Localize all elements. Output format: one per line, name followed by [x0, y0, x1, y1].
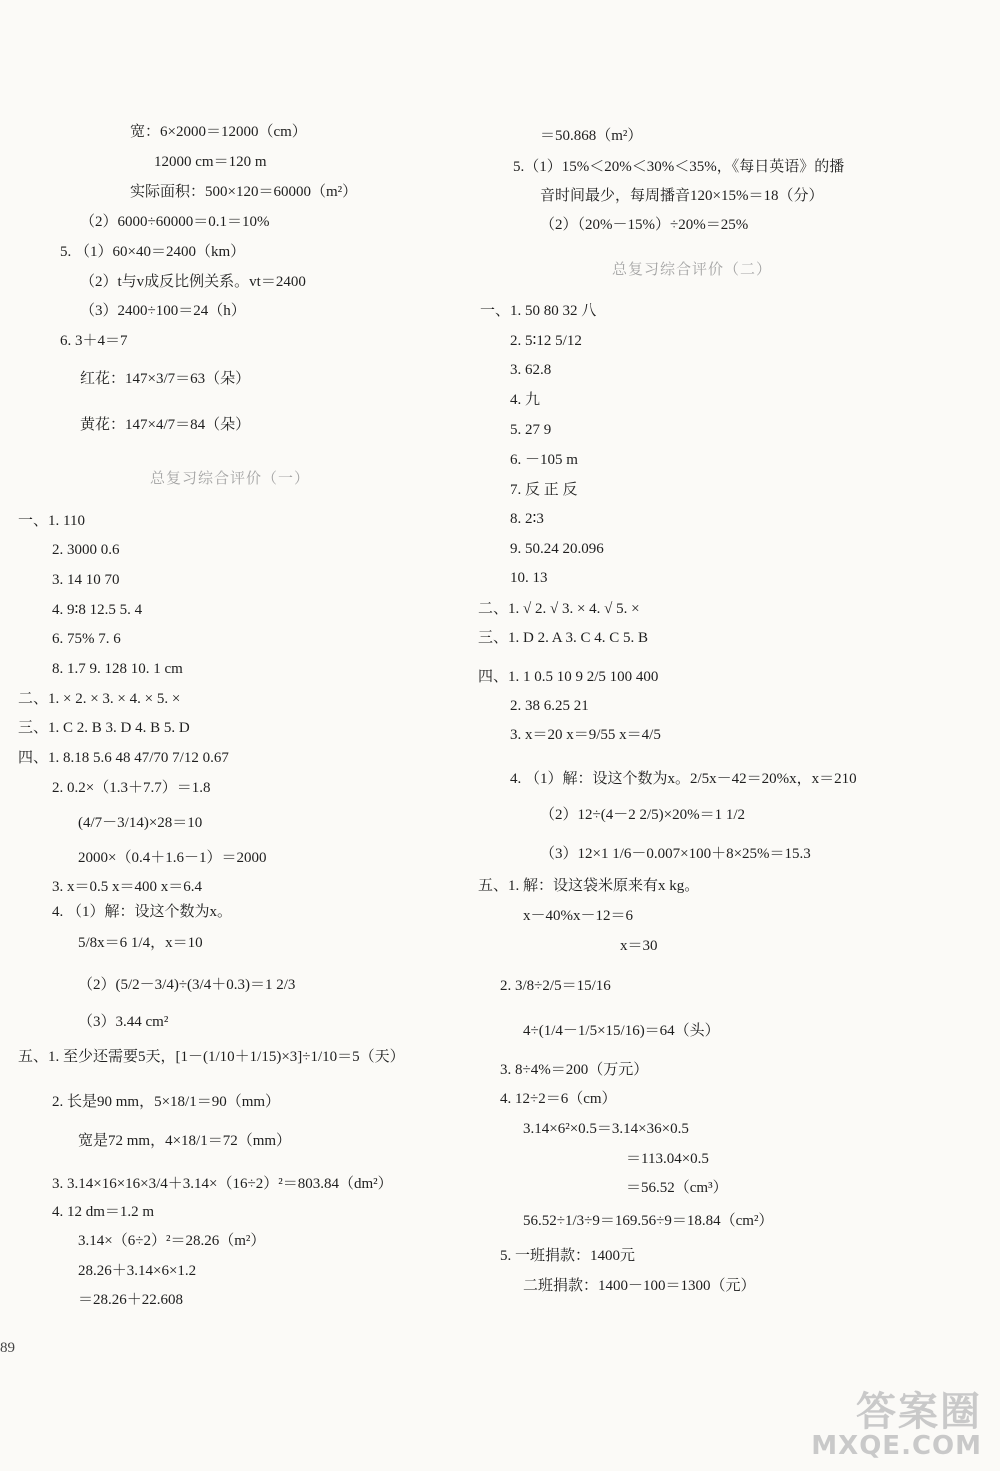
answer-line: 6. 3＋4＝7 — [60, 333, 128, 349]
answer-line: 3.14×6²×0.5＝3.14×36×0.5 — [523, 1121, 689, 1137]
answer-line: 7. 反 正 反 — [510, 482, 578, 498]
answer-line: 5. 27 9 — [510, 422, 552, 438]
answer-line: x－40%x－12＝6 — [523, 908, 633, 924]
answer-line: 2. 38 6.25 21 — [510, 698, 589, 714]
watermark-text: 答案圈 — [856, 1389, 982, 1435]
answer-line: 音时间最少，每周播音120×15%＝18（分） — [540, 188, 824, 204]
answer-line: (4/7－3/14)×28＝10 — [78, 815, 203, 831]
answer-line: 宽：6×2000＝12000（cm） — [130, 124, 307, 140]
answer-line: 3. x＝20 x＝9/55 x＝4/5 — [510, 727, 661, 743]
answer-line: 二班捐款：1400－100＝1300（元） — [523, 1278, 756, 1294]
answer-line: 3. 3.14×16×16×3/4＋3.14×（16÷2）²＝803.84（dm²） — [52, 1176, 393, 1192]
answer-line: 3.14×（6÷2）²＝28.26（m²） — [78, 1233, 266, 1249]
answer-line: （2）(5/2－3/4)÷(3/4＋0.3)＝1 2/3 — [78, 977, 296, 993]
answer-line: 2. 长是90 mm，5×18/1＝90（mm） — [52, 1094, 281, 1110]
answer-line: 8. 1.7 9. 128 10. 1 cm — [52, 661, 183, 677]
answer-line: 黄花：147×4/7＝84（朵） — [80, 417, 251, 433]
answer-line: ＝113.04×0.5 — [626, 1151, 709, 1167]
answer-line: 实际面积：500×120＝60000（m²） — [130, 184, 358, 200]
answer-line: 3. 8÷4%＝200（万元） — [500, 1062, 649, 1078]
answer-line: 二、1. × 2. × 3. × 4. × 5. × — [18, 691, 181, 707]
section-heading-2: 总复习综合评价（二） — [612, 260, 773, 278]
answer-line: （3）2400÷100＝24（h） — [80, 303, 246, 319]
answer-line: 2. 3000 0.6 — [52, 542, 120, 558]
answer-line: （2）（20%－15%）÷20%＝25% — [540, 217, 749, 233]
answer-line: 一、1. 110 — [18, 513, 85, 529]
answer-line: 4÷(1/4－1/5×15/16)＝64（头） — [523, 1023, 720, 1039]
answer-line: 3. x＝0.5 x＝400 x＝6.4 — [52, 879, 203, 895]
answer-line: 4. 九 — [510, 392, 541, 408]
answer-line: 2. 3/8÷2/5＝15/16 — [500, 978, 611, 994]
answer-line: 9. 50.24 20.096 — [510, 541, 604, 557]
answer-line: ＝50.868（m²） — [540, 128, 643, 144]
section-heading-1: 总复习综合评价（一） — [150, 469, 311, 487]
answer-line: （3）12×1 1/6－0.007×100＋8×25%＝15.3 — [540, 846, 811, 862]
answer-line: 2. 0.2×（1.3＋7.7）＝1.8 — [52, 780, 211, 796]
answer-line: ＝28.26＋22.608 — [78, 1292, 184, 1308]
answer-line: 4. （1）解：设这个数为x。 — [52, 904, 233, 920]
answer-line: 56.52÷1/3÷9＝169.56÷9＝18.84（cm²） — [523, 1213, 774, 1229]
answer-line: 5/8x＝6 1/4，x＝10 — [78, 935, 203, 951]
answer-line: （2）t与v成反比例关系。vt＝2400 — [80, 274, 306, 290]
answer-line: 4. 9∶8 12.5 5. 4 — [52, 602, 143, 618]
answer-line: 8. 2∶3 — [510, 511, 544, 527]
answer-line: 6. 75% 7. 6 — [52, 631, 121, 647]
answer-line: 五、1. 至少还需要5天，[1－(1/10＋1/15)×3]÷1/10＝5（天） — [18, 1049, 405, 1065]
answer-line: 宽是72 mm，4×18/1＝72（mm） — [78, 1133, 292, 1149]
answer-line: 5.（1）15%＜20%＜30%＜35%，《每日英语》的播 — [513, 159, 845, 175]
answer-line: 4. （1）解：设这个数为x。2/5x－42＝20%x，x＝210 — [510, 771, 857, 787]
answer-line: （2）12÷(4－2 2/5)×20%＝1 1/2 — [540, 807, 746, 823]
answer-line: 3. 62.8 — [510, 362, 552, 378]
answer-line: 四、1. 1 0.5 10 9 2/5 100 400 — [478, 669, 659, 685]
answer-line: 5. 一班捐款：1400元 — [500, 1248, 636, 1264]
answer-line: 红花：147×3/7＝63（朵） — [80, 371, 251, 387]
answer-line: 2000×（0.4＋1.6－1）＝2000 — [78, 850, 267, 866]
answer-line: 6. －105 m — [510, 452, 578, 468]
watermark-url: MXQE.COM — [811, 1431, 982, 1461]
watermark-logo — [811, 1380, 982, 1461]
answer-line: 4. 12 dm＝1.2 m — [52, 1204, 155, 1220]
answer-line: ＝56.52（cm³） — [626, 1180, 728, 1196]
answer-line: 12000 cm＝120 m — [154, 154, 267, 170]
answer-line: 二、1. √ 2. √ 3. × 4. √ 5. × — [478, 601, 640, 617]
answer-line: 一、1. 50 80 32 八 — [480, 303, 597, 319]
answer-line: 28.26＋3.14×6×1.2 — [78, 1263, 197, 1279]
answer-line: 10. 13 — [510, 570, 548, 586]
answer-line: （3）3.44 cm² — [78, 1014, 169, 1030]
answer-line: 3. 14 10 70 — [52, 572, 120, 588]
page-number: 89 — [0, 1340, 15, 1356]
answer-line: 5. （1）60×40＝2400（km） — [60, 244, 246, 260]
answer-line: x＝30 — [620, 938, 658, 954]
answer-line: 三、1. C 2. B 3. D 4. B 5. D — [18, 720, 190, 736]
answer-line: 4. 12÷2＝6（cm） — [500, 1091, 617, 1107]
answer-line: 三、1. D 2. A 3. C 4. C 5. B — [478, 630, 649, 646]
answer-line: 五、1. 解：设这袋米原来有x kg。 — [478, 878, 700, 894]
answer-line: （2）6000÷60000＝0.1＝10% — [80, 214, 270, 230]
answer-line: 2. 5∶12 5/12 — [510, 333, 582, 349]
answer-line: 四、1. 8.18 5.6 48 47/70 7/12 0.67 — [18, 750, 229, 766]
